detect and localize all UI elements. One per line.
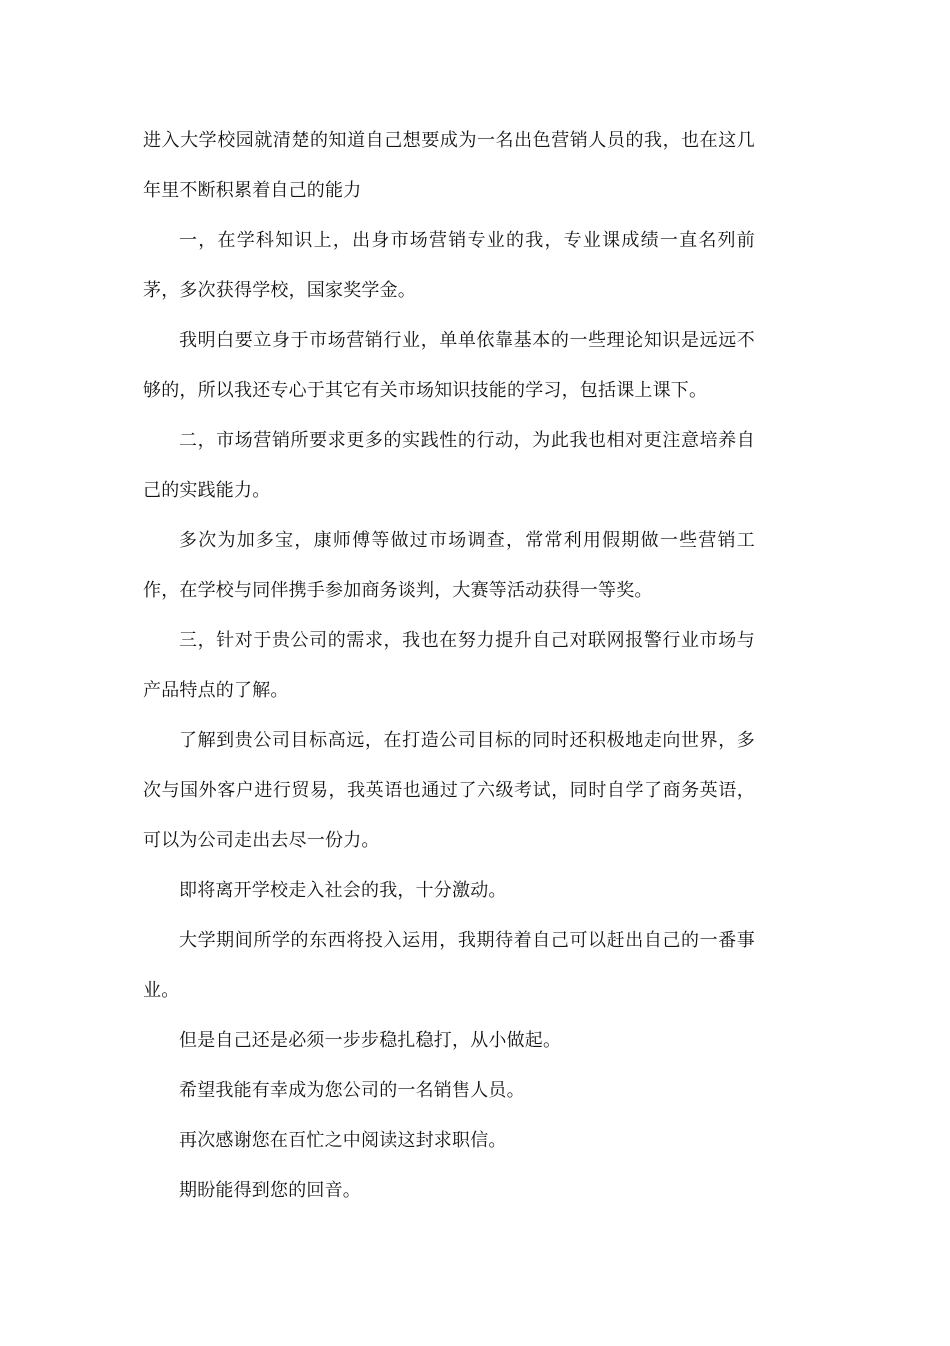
paragraph-4: 二，市场营销所要求更多的实践性的行动，为此我也相对更注意培养自己的实践能力。: [143, 430, 755, 501]
paragraph-8: 即将离开学校走入社会的我，十分激动。: [179, 880, 507, 901]
paragraph-9: 大学期间所学的东西将投入运用，我期待着自己可以赶出自己的一番事业。: [143, 930, 755, 1001]
paragraph-13: 期盼能得到您的回音。: [179, 1180, 361, 1201]
paragraph-6: 三，针对于贵公司的需求，我也在努力提升自己对联网报警行业市场与产品特点的了解。: [143, 630, 755, 701]
paragraph-5: 多次为加多宝，康师傅等做过市场调查，常常利用假期做一些营销工作，在学校与同伴携手参加商务谈判，大赛等活动获得一等奖。: [143, 530, 755, 601]
paragraph-7: 了解到贵公司目标高远，在打造公司目标的同时还积极地走向世界，多次与国外客户进行贸易，我英语也通过了六级考试，同时自学了商务英语，可以为公司走出去尽一份力。: [143, 730, 755, 851]
paragraph-3: 我明白要立身于市场营销行业，单单依靠基本的一些理论知识是远远不够的，所以我还专心于其它有关市场知识技能的学习，包括课上课下。: [143, 330, 755, 401]
paragraph-2: 一，在学科知识上，出身市场营销专业的我，专业课成绩一直名列前茅，多次获得学校，国家奖学金。: [143, 230, 755, 301]
paragraph-10: 但是自己还是必须一步步稳扎稳打，从小做起。: [179, 1030, 562, 1051]
paragraph-11: 希望我能有幸成为您公司的一名销售人员。: [179, 1080, 525, 1101]
paragraph-1: 进入大学校园就清楚的知道自己想要成为一名出色营销人员的我，也在这几年里不断积累着自己的能力: [143, 130, 755, 201]
letter-body: [143, 116, 755, 1216]
paragraph-12: 再次感谢您在百忙之中阅读这封求职信。: [179, 1130, 507, 1151]
